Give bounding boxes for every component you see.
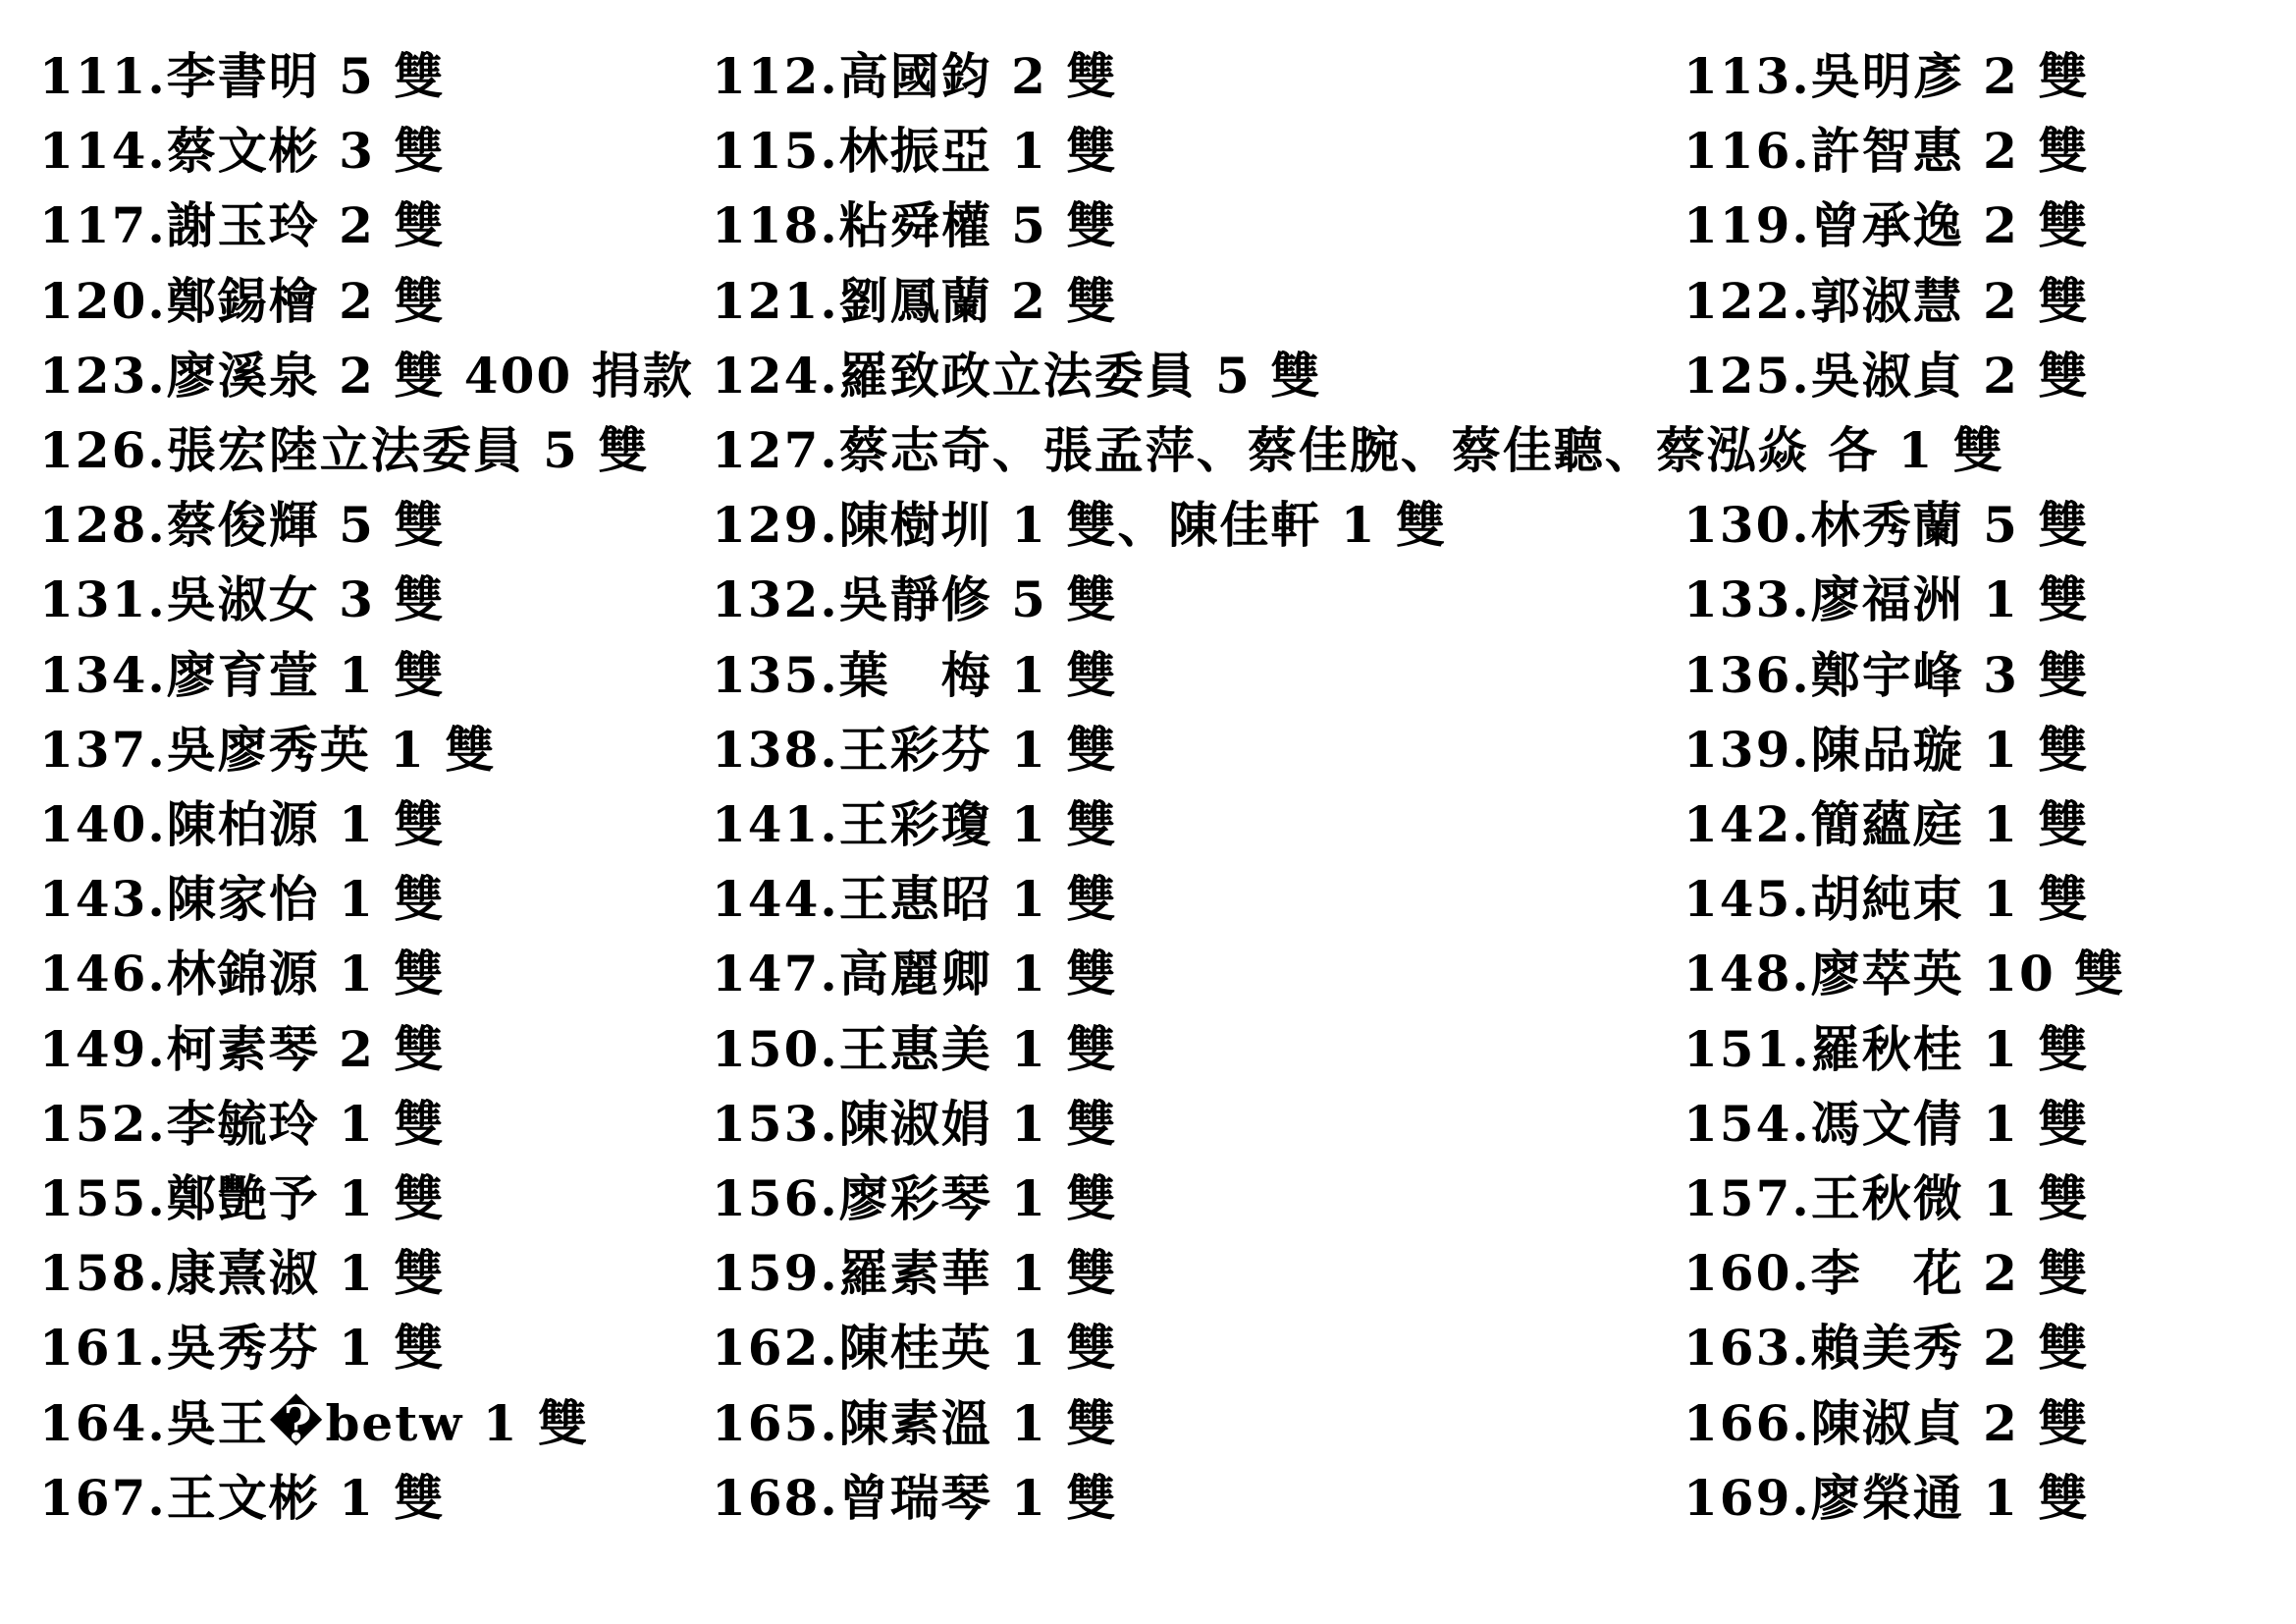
donor-entry: 111.李書明 5 雙 [39,47,446,105]
donor-entry: 115.林振亞 1 雙 [712,122,1118,181]
donor-entry: 130.林秀蘭 5 雙 [1683,496,2090,555]
donor-entry: 135.葉 梅 1 雙 [712,645,1118,704]
donor-entry: 125.吳淑貞 2 雙 [1683,346,2090,405]
donor-entry: 160.李 花 2 雙 [1683,1244,2090,1303]
donor-entry: 152.李毓玲 1 雙 [39,1094,446,1153]
donor-entry: 121.劉鳳蘭 2 雙 [712,271,1118,330]
donor-entry: 158.康熹淑 1 雙 [39,1244,446,1303]
donor-entry: 169.廖榮通 1 雙 [1683,1468,2090,1527]
donor-entry: 141.王彩瓊 1 雙 [712,795,1118,853]
donor-entry: 154.馮文倩 1 雙 [1683,1094,2090,1153]
donor-entry: 155.鄭艷予 1 雙 [39,1169,446,1227]
donor-entry: 163.賴美秀 2 雙 [1683,1319,2090,1378]
donor-entry: 162.陳桂英 1 雙 [712,1319,1118,1378]
donor-entry: 164.吳王�betw 1 雙 [39,1393,589,1452]
donor-entry: 127.蔡志奇、張孟萍、蔡佳腕、蔡佳聽、蔡泓焱 各 1 雙 [712,421,2004,479]
donor-entry: 128.蔡俊輝 5 雙 [39,496,446,555]
donor-entry: 159.羅素華 1 雙 [712,1244,1118,1303]
donor-entry: 123.廖溪泉 2 雙 400 捐款 [39,346,694,405]
donor-entry: 120.鄭錫檜 2 雙 [39,271,446,330]
donor-entry: 150.王惠美 1 雙 [712,1019,1118,1078]
donor-entry: 146.林錦源 1 雙 [39,945,446,1003]
donor-entry: 117.謝玉玲 2 雙 [39,196,446,255]
donor-entry: 148.廖萃英 10 雙 [1683,945,2126,1003]
donor-entry: 165.陳素溫 1 雙 [712,1393,1118,1452]
donor-entry: 119.曾承逸 2 雙 [1683,196,2090,255]
donor-entry: 153.陳淑娟 1 雙 [712,1094,1118,1153]
donor-entry: 144.王惠昭 1 雙 [712,870,1118,929]
donor-entry: 167.王文彬 1 雙 [39,1468,446,1527]
donor-entry: 161.吳秀芬 1 雙 [39,1319,446,1378]
donor-entry: 149.柯素琴 2 雙 [39,1019,446,1078]
donor-entry: 166.陳淑貞 2 雙 [1683,1393,2090,1452]
donor-entry: 114.蔡文彬 3 雙 [39,122,446,181]
donor-entry: 147.高麗卿 1 雙 [712,945,1118,1003]
donor-entry: 129.陳樹圳 1 雙、陳佳軒 1 雙 [712,496,1447,555]
donor-entry: 157.王秋微 1 雙 [1683,1169,2090,1227]
donor-entry: 116.許智惠 2 雙 [1683,122,2090,181]
donor-entry: 138.王彩芬 1 雙 [712,720,1118,779]
donor-entry: 124.羅致政立法委員 5 雙 [712,346,1322,405]
donor-entry: 137.吳廖秀英 1 雙 [39,720,497,779]
donor-entry: 143.陳家怡 1 雙 [39,870,446,929]
donor-entry: 126.張宏陸立法委員 5 雙 [39,421,650,479]
donor-entry: 168.曾瑞琴 1 雙 [712,1468,1118,1527]
donor-entry: 156.廖彩琴 1 雙 [712,1169,1118,1227]
donor-entry: 132.吳靜修 5 雙 [712,570,1118,629]
donor-entry: 134.廖育萱 1 雙 [39,645,446,704]
donor-entry: 136.鄭宇峰 3 雙 [1683,645,2090,704]
donor-entry: 151.羅秋桂 1 雙 [1683,1019,2090,1078]
donor-entry: 139.陳品璇 1 雙 [1683,720,2090,779]
donor-entry: 133.廖福洲 1 雙 [1683,570,2090,629]
donor-entry: 145.胡純束 1 雙 [1683,870,2090,929]
donor-entry: 118.粘舜權 5 雙 [712,196,1118,255]
donor-entry: 140.陳柏源 1 雙 [39,795,446,853]
donor-entry: 131.吳淑女 3 雙 [39,570,446,629]
donor-entry: 112.高國鈞 2 雙 [712,47,1118,105]
donor-entry: 142.簡蘊庭 1 雙 [1683,795,2090,853]
donor-entry: 113.吳明彥 2 雙 [1683,47,2090,105]
donor-entry: 122.郭淑慧 2 雙 [1683,271,2090,330]
